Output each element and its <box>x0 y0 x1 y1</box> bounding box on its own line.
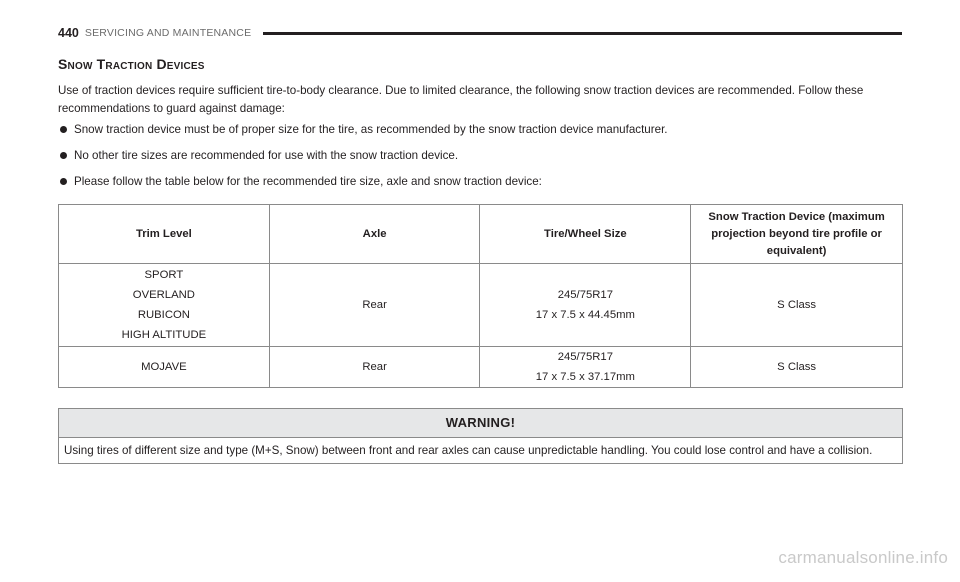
tire-size: 245/75R17 <box>557 351 613 363</box>
trim-level: HIGH ALTITUDE <box>121 329 207 341</box>
bullet-icon <box>60 126 67 133</box>
intro-paragraph: Use of traction devices require sufficient tire-to-body clearance. Due to limited clearance, the following snow traction devices are recommended. Follow these recommendations to guard against damage: <box>58 84 864 115</box>
watermark: carmanualsonline.info <box>778 548 948 567</box>
bullet-icon <box>60 178 67 185</box>
trim-level: SPORT <box>144 269 184 281</box>
trim-cell <box>59 347 270 388</box>
trim-level: OVERLAND <box>132 289 195 301</box>
device-cell: S Class <box>691 347 903 388</box>
trim-level: MOJAVE <box>141 361 187 373</box>
list-item <box>58 149 908 175</box>
table-row <box>59 347 903 388</box>
page-title: Snow Traction Devices <box>58 56 205 72</box>
bullet-list <box>58 123 908 201</box>
tire-size-cell <box>480 264 691 347</box>
tire-table <box>58 204 903 388</box>
bullet-text: Please follow the table below for the recommended tire size, axle and snow traction device: <box>74 175 542 188</box>
warning-box <box>58 408 903 464</box>
column-header-trim: Trim Level <box>59 205 270 264</box>
column-header-axle: Axle <box>269 205 480 264</box>
axle-cell: Rear <box>269 264 480 347</box>
page-number: 440 <box>58 26 79 40</box>
bullet-text: Snow traction device must be of proper size for the tire, as recommended by the snow traction device manufacturer. <box>74 123 668 136</box>
device-cell: S Class <box>691 264 903 347</box>
warning-title: WARNING! <box>59 409 902 438</box>
wheel-size: 17 x 7.5 x 37.17mm <box>535 371 635 383</box>
warning-text: Using tires of different size and type (M+S, Snow) between front and rear axles can cause unpredictable handling. You could lose control and have a collision. <box>64 444 873 457</box>
bullet-icon <box>60 152 67 159</box>
trim-cell <box>59 264 270 347</box>
section-title: SERVICING AND MAINTENANCE <box>84 27 252 39</box>
table-row <box>59 264 903 347</box>
column-header-device: Snow Traction Device (maximum projection beyond tire profile or equivalent) <box>691 205 903 264</box>
column-header-tire-size: Tire/Wheel Size <box>480 205 691 264</box>
wheel-size: 17 x 7.5 x 44.45mm <box>535 309 635 321</box>
table-header-row <box>59 205 903 264</box>
page-header <box>58 26 902 40</box>
header-rule <box>263 32 902 35</box>
tire-size: 245/75R17 <box>557 289 613 301</box>
axle-cell: Rear <box>269 347 480 388</box>
list-item <box>58 175 908 201</box>
list-item <box>58 123 908 149</box>
tire-size-cell <box>480 347 691 388</box>
trim-level: RUBICON <box>137 309 190 321</box>
bullet-text: No other tire sizes are recommended for use with the snow traction device. <box>74 149 459 162</box>
